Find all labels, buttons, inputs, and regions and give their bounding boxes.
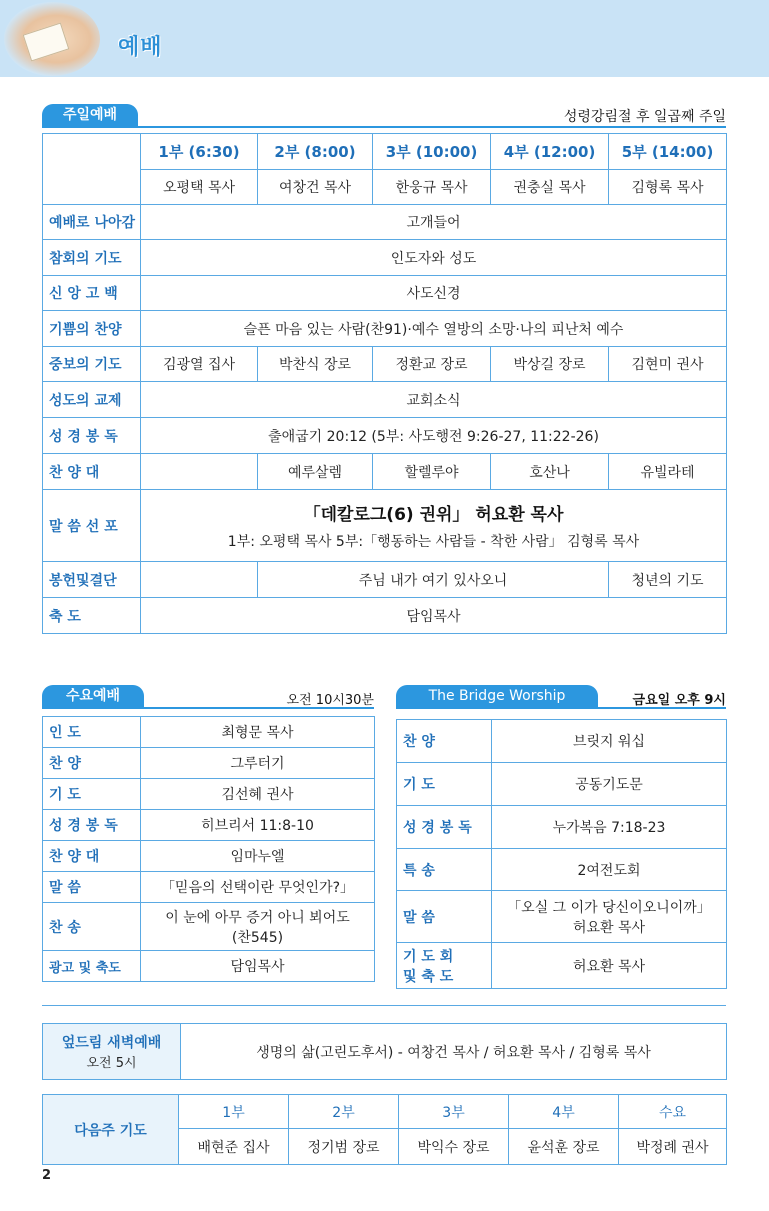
dawn-value: 생명의 삶(고린도후서) - 여창건 목사 / 허요환 목사 / 김형록 목사 [181,1024,727,1080]
page-number: 2 [42,1168,52,1183]
service-time-4: 4부 (12:00) [491,134,609,170]
sunday-note: 성령강림절 후 일곱째 주일 [563,109,726,125]
sunday-underline [42,126,726,128]
dawn-label: 엎드림 새벽예배 [61,1035,162,1051]
bridge-value-prayer: 공동기도문 [492,763,727,806]
scripture-value: 출애굽기 20:12 (5부: 사도행전 9:26-27, 11:22-26) [141,418,727,454]
blessing-label: 축 도 [43,598,141,634]
nextweek-name-3: 박익수 장로 [399,1129,509,1165]
wed-label-scripture: 성 경 봉 독 [43,810,141,841]
wednesday-section-pill: 수요예배 [42,685,144,707]
service-pastor-2: 여창건 목사 [258,170,373,205]
intercede-3: 정환교 장로 [373,347,491,382]
sunday-section-pill: 주일예배 [42,104,138,126]
approach-value: 고개들어 [141,205,727,240]
nextweek-name-5: 박정례 권사 [619,1129,727,1165]
header-banner [0,0,769,77]
page-title: 예배 [118,35,163,60]
bridge-value-closing: 허요환 목사 [492,943,727,989]
sermon-label: 말 씀 선 포 [43,490,141,562]
nextweek-head-2: 2부 [289,1095,399,1129]
wed-label-sermon: 말 씀 [43,872,141,903]
wed-label-leader: 인 도 [43,717,141,748]
service-pastor-5: 김형록 목사 [609,170,727,205]
wednesday-table [42,716,375,982]
nextweek-head-5: 수요 [619,1095,727,1129]
wed-hymn-line1: 이 눈에 아무 증거 아니 뵈어도 [165,909,350,926]
creed-value: 사도신경 [141,276,727,311]
fellowship-label: 성도의 교제 [43,382,141,418]
wed-value-prayer: 김선혜 권사 [141,779,375,810]
dawn-label-cell [43,1024,181,1080]
bridge-table [396,719,727,989]
service-pastor-4: 권충실 목사 [491,170,609,205]
nextweek-label: 다음주 기도 [43,1095,179,1165]
bridge-sermon-speaker: 허요환 목사 [572,919,646,936]
approach-label: 예배로 나아감 [43,205,141,240]
intercede-4: 박상길 장로 [491,347,609,382]
bridge-label-sermon: 말 씀 [397,891,492,943]
wed-value-closing: 담임목사 [141,951,375,982]
dawn-table [42,1023,727,1080]
bridge-value-praise: 브릿지 워십 [492,720,727,763]
repent-label: 참회의 기도 [43,240,141,276]
service-time-3: 3부 (10:00) [373,134,491,170]
wed-label-closing: 광고 및 축도 [43,951,141,982]
fellowship-value: 교회소식 [141,382,727,418]
bridge-label-scripture: 성 경 봉 독 [397,806,492,849]
wed-value-choir: 임마누엘 [141,841,375,872]
service-pastor-1: 오평택 목사 [141,170,258,205]
bridge-value-sermon [492,891,727,943]
creed-label: 신 앙 고 백 [43,276,141,311]
wednesday-note: 오전 10시30분 [286,693,374,708]
bridge-closing-line2: 및 축 도 [403,968,454,985]
intercede-1: 김광열 집사 [141,347,258,382]
nextweek-name-2: 정기범 장로 [289,1129,399,1165]
choir-3: 할렐루야 [373,454,491,490]
sermon-title: 「데칼로그(6) 권위」 허요환 목사 [303,505,564,525]
bridge-sermon-title: 「오실 그 이가 당신이오니이까」 [507,899,711,916]
wed-value-praise: 그루터기 [141,748,375,779]
wed-label-hymn: 찬 송 [43,903,141,951]
nextweek-head-1: 1부 [179,1095,289,1129]
wed-hymn-line2: (찬545) [231,929,284,946]
intercede-2: 박찬식 장로 [258,347,373,382]
scripture-label: 성 경 봉 독 [43,418,141,454]
intercede-label: 중보의 기도 [43,347,141,382]
choir-4: 호산나 [491,454,609,490]
praise-label: 기쁨의 찬양 [43,311,141,347]
service-time-5: 5부 (14:00) [609,134,727,170]
offering-label: 봉헌및결단 [43,562,141,598]
wed-label-prayer: 기 도 [43,779,141,810]
nextweek-head-3: 3부 [399,1095,509,1129]
sunday-table [42,133,727,634]
blessing-value: 담임목사 [141,598,727,634]
nextweek-table [42,1094,727,1165]
choir-5: 유빌라테 [609,454,727,490]
nextweek-name-4: 윤석훈 장로 [509,1129,619,1165]
offering-value2: 청년의 기도 [609,562,727,598]
service-time-1: 1부 (6:30) [141,134,258,170]
sunday-corner-cell [43,134,141,205]
bridge-label-prayer: 기 도 [397,763,492,806]
repent-value: 인도자와 성도 [141,240,727,276]
bridge-label-praise: 찬 양 [397,720,492,763]
wednesday-underline [42,707,374,709]
sermon-subnote: 1부: 오평택 목사 5부:「행동하는 사람들 - 착한 사람」 김형록 목사 [227,534,640,550]
choir-2: 예루살렘 [258,454,373,490]
bible-icon [23,23,70,62]
service-time-2: 2부 (8:00) [258,134,373,170]
bridge-note: 금요일 오후 9시 [632,693,726,708]
bridge-underline [396,707,726,709]
wed-value-hymn [141,903,375,951]
praying-hands-photo [4,2,100,76]
intercede-5: 김현미 권사 [609,347,727,382]
bridge-value-special: 2여전도회 [492,849,727,891]
bridge-closing-line1: 기 도 회 [403,948,454,965]
service-pastor-3: 한웅규 목사 [373,170,491,205]
choir-empty [141,454,258,490]
wed-value-sermon: 「믿음의 선택이란 무엇인가?」 [141,872,375,903]
wed-value-scripture: 히브리서 11:8-10 [141,810,375,841]
wed-label-praise: 찬 양 [43,748,141,779]
bridge-value-scripture: 누가복음 7:18-23 [492,806,727,849]
wed-label-choir: 찬 양 대 [43,841,141,872]
section-divider [42,1005,726,1006]
dawn-time: 오전 5시 [86,1056,137,1071]
bridge-section-pill: The Bridge Worship [396,685,598,707]
sermon-cell [141,490,727,562]
praise-value: 슬픈 마음 있는 사람(찬91)·예수 열방의 소망·나의 피난처 예수 [141,311,727,347]
bridge-label-special: 특 송 [397,849,492,891]
offering-value: 주님 내가 여기 있사오니 [258,562,609,598]
nextweek-name-1: 배현준 집사 [179,1129,289,1165]
bridge-label-closing [397,943,492,989]
nextweek-head-4: 4부 [509,1095,619,1129]
wed-value-leader: 최형문 목사 [141,717,375,748]
choir-label: 찬 양 대 [43,454,141,490]
offering-empty [141,562,258,598]
